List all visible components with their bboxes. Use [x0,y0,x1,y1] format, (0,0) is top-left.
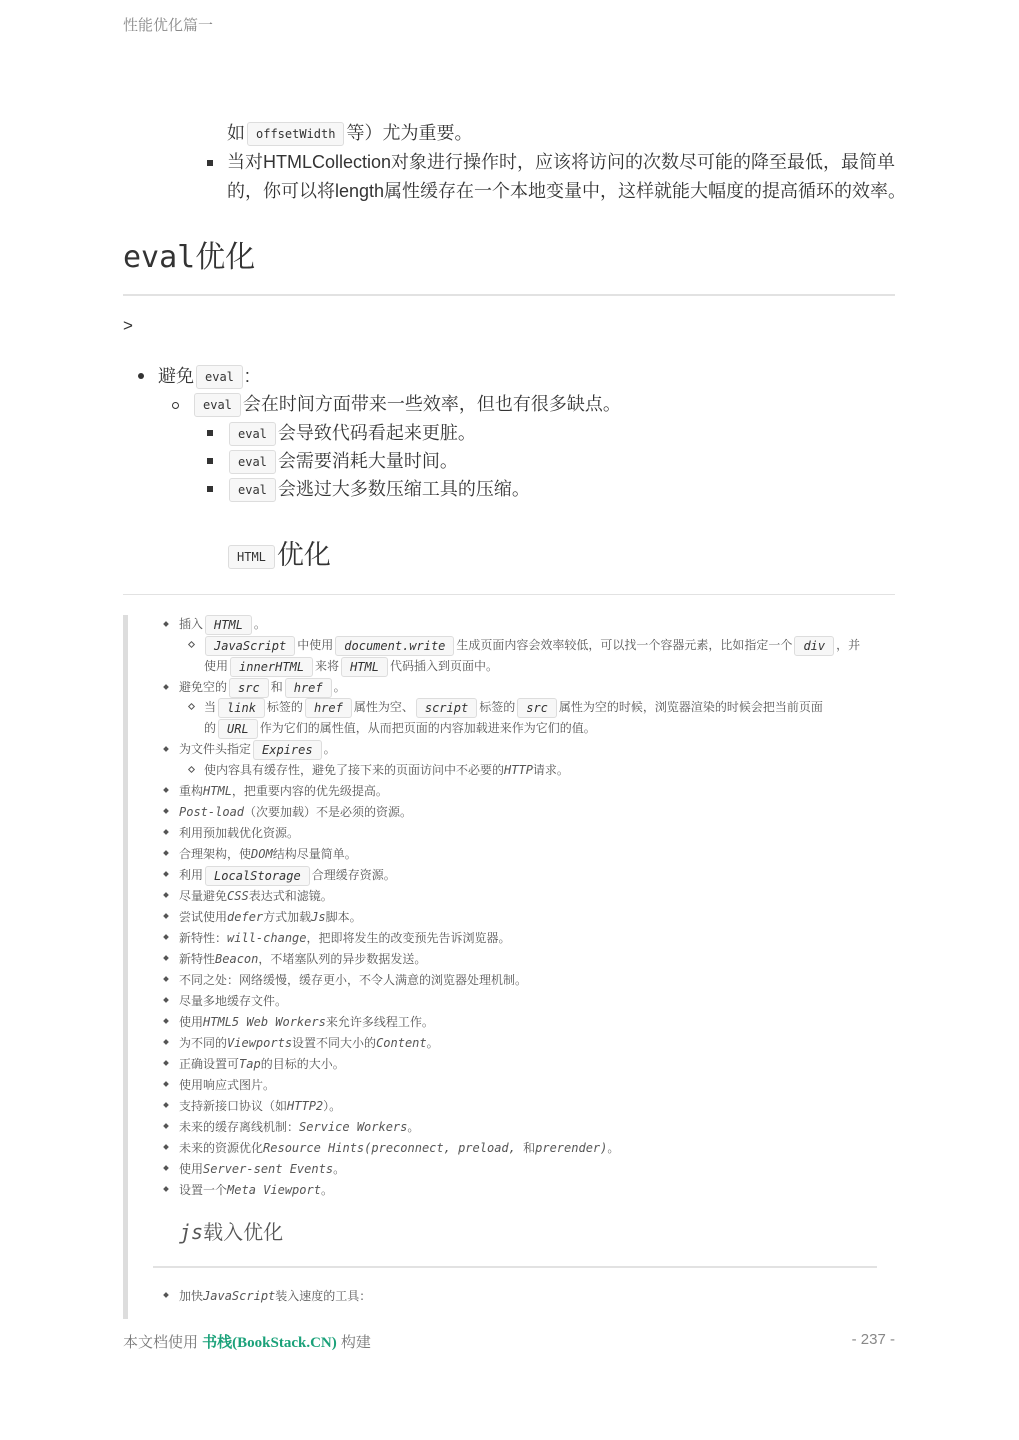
diamond-bullet-icon [163,1144,169,1150]
square-bullet-icon [207,430,213,436]
text-fragment: 和 [523,1141,536,1155]
italic-term: Beacon [215,952,259,966]
square-bullet-icon [207,458,213,464]
text-fragment: 。 [333,1162,346,1176]
diamond-bullet-icon [163,787,169,793]
text-fragment: 如 [227,123,245,143]
inline-code: div [794,636,834,656]
continued-text [227,119,472,147]
diamond-bullet-icon [163,913,169,919]
diamond-bullet-icon [163,934,169,940]
text-fragment: ，把重要内容的优先级提高。 [231,784,388,798]
inline-code: innerHTML [230,657,313,677]
list-item: 不同之处：网络缓慢，缓存更小，不令人满意的浏览器处理机制。 [179,973,528,987]
disc-bullet-icon [138,373,144,379]
text-fragment: 来将 [315,659,340,673]
text-fragment: 和 [270,680,283,694]
text-fragment: 本文档使用 [123,1334,203,1351]
text-fragment: 使用 [179,1015,204,1029]
text-fragment: 作为它们的属性值，从而把页面的内容加载进来作为它们的值。 [259,721,596,735]
italic-term: Post-load [179,805,245,819]
inline-code: HTML [341,657,388,677]
italic-term: HTTP [504,763,533,777]
diamond-bullet-icon [163,621,169,627]
blockquote-bar [123,615,128,1319]
text-fragment: 脚本。 [325,910,362,924]
inline-code: eval [229,478,276,502]
square-bullet-icon [207,486,213,492]
heading-text: 优化 [195,241,256,274]
list-item: 利用预加载优化资源。 [179,826,300,840]
diamond-outline-bullet-icon [188,766,195,773]
list-item [179,781,388,801]
list-item [204,697,823,718]
italic-term: DOM [251,847,273,861]
text-fragment: 方式加载 [263,910,312,924]
italic-term: js [179,1220,204,1244]
heading-divider [123,594,895,595]
text-fragment: : [244,366,250,386]
diamond-bullet-icon [163,1081,169,1087]
text-fragment: 装入速度的工具： [275,1289,372,1303]
diamond-bullet-icon [163,1123,169,1129]
list-item [179,907,362,927]
list-item [179,614,266,635]
section-heading-html [226,533,331,572]
diamond-bullet-icon [163,684,169,690]
list-item [179,865,396,886]
italic-term: Tap [239,1057,261,1071]
text-fragment: 。 [426,1036,439,1050]
text-fragment: 插入 [179,617,204,631]
italic-term: Service Workers [299,1120,408,1134]
blockquote-marker: > [123,316,133,335]
list-item-text: 当对HTMLCollection对象进行操作时，应该将访问的次数尽可能的降至最低，最简单 [227,152,896,172]
text-fragment: 尝试使用 [179,910,228,924]
list-item [179,1096,341,1116]
text-fragment: 未来的缓存离线机制： [179,1120,300,1134]
inline-code: URL [218,719,258,739]
diamond-bullet-icon [163,1292,169,1298]
inline-code: JavaScript [205,636,295,656]
inline-code: eval [196,365,243,389]
text-fragment: 。 [407,1120,420,1134]
text-fragment: 会需要消耗大量时间。 [277,451,458,471]
text-fragment: 。 [323,742,336,756]
text-fragment: 支持新接口协议（如 [179,1099,288,1113]
text-fragment: 会导致代码看起来更脏。 [277,423,476,443]
inline-code: eval [194,393,241,417]
diamond-bullet-icon [163,746,169,752]
section-heading-eval [123,232,255,276]
list-item [203,635,860,656]
text-fragment: 来允许多线程工作。 [325,1015,434,1029]
text-fragment: 避免 [158,366,194,386]
subsection-heading-js [179,1216,283,1245]
text-fragment: 请求。 [532,763,569,777]
text-fragment: 设置不同大小的 [292,1036,377,1050]
text-fragment: 使用 [179,1162,204,1176]
inline-code: LocalStorage [205,866,310,886]
diamond-bullet-icon [163,1102,169,1108]
text-fragment: 。 [320,1183,333,1197]
text-fragment: 加快 [179,1289,204,1303]
text-fragment: 构建 [336,1334,371,1351]
diamond-bullet-icon [163,850,169,856]
text-fragment: 。 [333,680,346,694]
diamond-bullet-icon [163,997,169,1003]
inline-code: HTML [205,615,252,635]
diamond-bullet-icon [163,829,169,835]
text-fragment: 。 [253,617,266,631]
text-fragment: 为文件头指定 [179,742,252,756]
inline-code: src [229,678,269,698]
diamond-bullet-icon [163,976,169,982]
diamond-bullet-icon [163,808,169,814]
list-item [179,886,333,906]
text-fragment: 新特性 [179,952,216,966]
text-fragment: 利用 [179,868,204,882]
running-header: 性能优化篇一 [123,17,214,34]
list-item-continued [204,718,596,739]
text-fragment: 结构尽量简单。 [272,847,357,861]
text-fragment: 属性为空、 [353,700,414,714]
heading-text: 载入优化 [203,1222,284,1244]
text-fragment: 使内容具有缓存性，避免了接下来的页面访问中不必要的 [204,763,505,777]
text-fragment: 重构 [179,784,204,798]
footer-credit [123,1331,371,1352]
diamond-bullet-icon [163,1060,169,1066]
list-item [179,1117,419,1137]
heading-divider [123,294,895,296]
text-fragment: 设置一个 [179,1183,228,1197]
italic-term: will-change [227,931,307,945]
bookstack-link[interactable]: 书栈(BookStack.CN) [202,1335,337,1351]
text-fragment: 正确设置可 [179,1057,240,1071]
text-fragment: ，把即将发生的改变预先告诉浏览器。 [306,931,511,945]
inline-code: href [305,698,352,718]
diamond-bullet-icon [163,1186,169,1192]
list-item [227,419,476,447]
list-item [204,760,569,780]
text-fragment: 合理架构，使 [179,847,252,861]
diamond-bullet-icon [163,1039,169,1045]
diamond-bullet-icon [163,871,169,877]
list-item [227,447,458,475]
text-fragment: ，不堵塞队列的异步数据发送。 [258,952,427,966]
list-item [179,1180,333,1200]
text-fragment: 为不同的 [179,1036,228,1050]
text-fragment: 使用 [204,659,229,673]
square-bullet-icon [207,160,213,166]
text-fragment: ，并 [836,638,861,652]
inline-code: document.write [335,636,454,656]
list-item [179,928,511,948]
diamond-bullet-icon [163,1165,169,1171]
italic-term: Resource Hints(preconnect, preload, [263,1141,524,1155]
italic-term: HTML5 Web Workers [203,1015,326,1029]
list-item [179,1286,371,1306]
text-fragment: 标签的 [266,700,303,714]
text-fragment: 未来的资源优化 [179,1141,264,1155]
list-item [179,1033,439,1053]
list-item [227,475,530,503]
diamond-bullet-icon [163,955,169,961]
list-item [179,1054,345,1074]
diamond-bullet-icon [163,1018,169,1024]
italic-term: Content [376,1036,427,1050]
text-fragment: （次要加载）不是必须的资源。 [244,805,413,819]
list-item-text: 的，你可以将length属性缓存在一个本地变量中，这样就能大幅度的提高循环的效率。 [227,181,907,201]
text-fragment: 合理缓存资源。 [311,868,396,882]
list-item [179,1159,345,1179]
list-item [179,802,412,822]
italic-term: HTTP2 [287,1099,324,1113]
text-fragment: 等）尤为重要。 [346,123,473,143]
heading-text: 优化 [276,540,331,570]
list-item [179,739,336,760]
heading-divider [153,1266,877,1268]
inline-code: src [517,698,557,718]
text-fragment: 标签的 [479,700,516,714]
text-fragment: 的目标的大小。 [260,1057,345,1071]
diamond-outline-bullet-icon [188,641,195,648]
list-item [179,1012,434,1032]
inline-code: link [218,698,265,718]
text-fragment: 新特性： [179,931,228,945]
text-fragment: 尽量避免 [179,889,228,903]
italic-term: Server-sent Events [203,1162,334,1176]
italic-term: prerender) [535,1141,608,1155]
text-fragment: 的 [204,721,217,735]
inline-code: href [285,678,332,698]
list-item [192,390,621,418]
circle-bullet-icon [172,402,179,409]
text-fragment: 。 [607,1141,620,1155]
inline-code: eval [229,450,276,474]
italic-term: Meta Viewport [227,1183,321,1197]
list-item [179,949,426,969]
text-fragment: 避免空的 [179,680,228,694]
page-number: - 237 - [851,1331,895,1348]
italic-term: HTML [203,784,232,798]
text-fragment: 生成页面内容会效率较低，可以找一个容器元素，比如指定一个 [456,638,793,652]
heading-code: HTML [228,545,275,569]
text-fragment: 当 [204,700,217,714]
list-item-continued [204,656,498,677]
inline-code: eval [229,422,276,446]
italic-term: JavaScript [203,1289,276,1303]
inline-code: offsetWidth [247,122,344,146]
diamond-bullet-icon [163,892,169,898]
inline-code: Expires [253,740,322,760]
italic-term: Js [311,910,326,924]
text-fragment: 属性为空的时候，浏览器渲染的时候会把当前页面 [558,700,823,714]
diamond-outline-bullet-icon [188,703,195,710]
list-item [179,1138,619,1158]
list-item [179,677,346,698]
text-fragment: 会在时间方面带来一些效率，但也有很多缺点。 [242,394,621,414]
text-fragment: 会逃过大多数压缩工具的压缩。 [277,479,530,499]
text-fragment: 表达式和滤镜。 [248,889,333,903]
list-item: 尽量多地缓存文件。 [179,994,288,1008]
text-fragment: ）。 [323,1099,342,1113]
text-fragment: 中使用 [297,638,334,652]
list-item [179,844,357,864]
heading-code: eval [123,240,196,275]
text-fragment: 代码插入到页面中。 [389,659,498,673]
inline-code: script [416,698,477,718]
list-item [158,362,250,390]
italic-term: CSS [227,889,249,903]
italic-term: defer [227,910,264,924]
list-item: 使用响应式图片。 [179,1078,276,1092]
italic-term: Viewports [227,1036,293,1050]
